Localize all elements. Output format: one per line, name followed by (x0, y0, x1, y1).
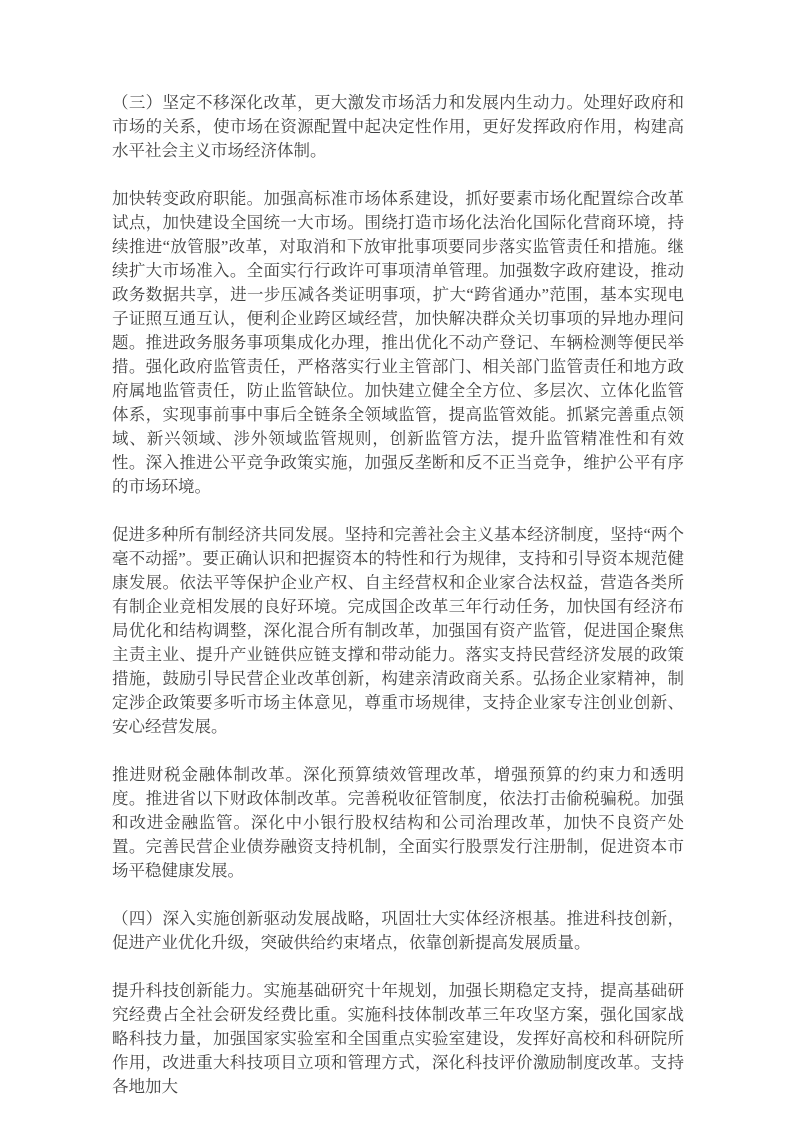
paragraph-government-functions: 加快转变政府职能。加强高标准市场体系建设，抓好要素市场化配置综合改革试点，加快建设全国统一大市场。围绕打造市场化法治化国际化营商环境，持续推进“放管服”改革，对取消和下放审批事项要同步落实监管责任和措施。继续扩大市场准入。全面实行行政许可事项清单管理。加强数字政府建设，推动政务数据共享，进一步压减各类证明事项，扩大“跨省通办”范围，基本实现电子证照互通互认，便利企业跨区域经营，加快解决群众关切事项的异地办理问题。推进政务服务事项集成化办理，推出优化不动产登记、车辆检测等便民举措。强化政府监管责任，严格落实行业主管部门、相关部门监管责任和地方政府属地监管责任，防止监管缺位。加快建立健全全方位、多层次、立体化监管体系，实现事前事中事后全链条全领域监管，提高监管效能。抓紧完善重点领域、新兴领域、涉外领域监管规则，创新监管方法，提升监管精准性和有效性。深入推进公平竞争政策实施，加强反垄断和反不正当竞争，维护公平有序的市场环境。 (112, 189, 684, 496)
paragraph-section-three-lead: （三）坚定不移深化改革，更大激发市场活力和发展内生动力。处理好政府和市场的关系，使市场在资源配置中起决定性作用，更好发挥政府作用，构建高水平社会主义市场经济体制。 (112, 93, 684, 160)
paragraph-sci-tech-innovation: 提升科技创新能力。实施基础研究十年规划，加强长期稳定支持，提高基础研究经费占全社会研发经费比重。实施科技体制改革三年攻坚方案，强化国家战略科技力量，加强国家实验室和全国重点实验室建设，发挥好高校和科研院所作用，改进重大科技项目立项和管理方式，深化科技评价激励制度改革。支持各地加大 (112, 981, 684, 1096)
paragraph-fiscal-financial-reform: 推进财税金融体制改革。深化预算绩效管理改革，增强预算的约束力和透明度。推进省以下财政体制改革。完善税收征管制度，依法打击偷税骗税。加强和改进金融监管。深化中小银行股权结构和公司治理改革，加快不良资产处置。完善民营企业债券融资支持机制，全面实行股票发行注册制，促进资本市场平稳健康发展。 (112, 765, 684, 880)
paragraph-ownership-economy: 促进多种所有制经济共同发展。坚持和完善社会主义基本经济制度，坚持“两个毫不动摇”。要正确认识和把握资本的特性和行为规律，支持和引导资本规范健康发展。依法平等保护企业产权、自主经营权和企业家合法权益，营造各类所有制企业竞相发展的良好环境。完成国企改革三年行动任务，加快国有经济布局优化和结构调整，深化混合所有制改革，加强国有资产监管，促进国企聚焦主责主业、提升产业链供应链支撑和带动能力。落实支持民营经济发展的政策措施，鼓励引导民营企业改革创新，构建亲清政商关系。弘扬企业家精神，制定涉企政策要多听市场主体意见，尊重市场规律，支持企业家专注创业创新、安心经营发展。 (112, 525, 684, 736)
document-text-column (112, 91, 684, 1099)
paragraph-section-four-lead: （四）深入实施创新驱动发展战略，巩固壮大实体经济根基。推进科技创新，促进产业优化升级，突破供给约束堵点，依靠创新提高发展质量。 (112, 909, 684, 952)
